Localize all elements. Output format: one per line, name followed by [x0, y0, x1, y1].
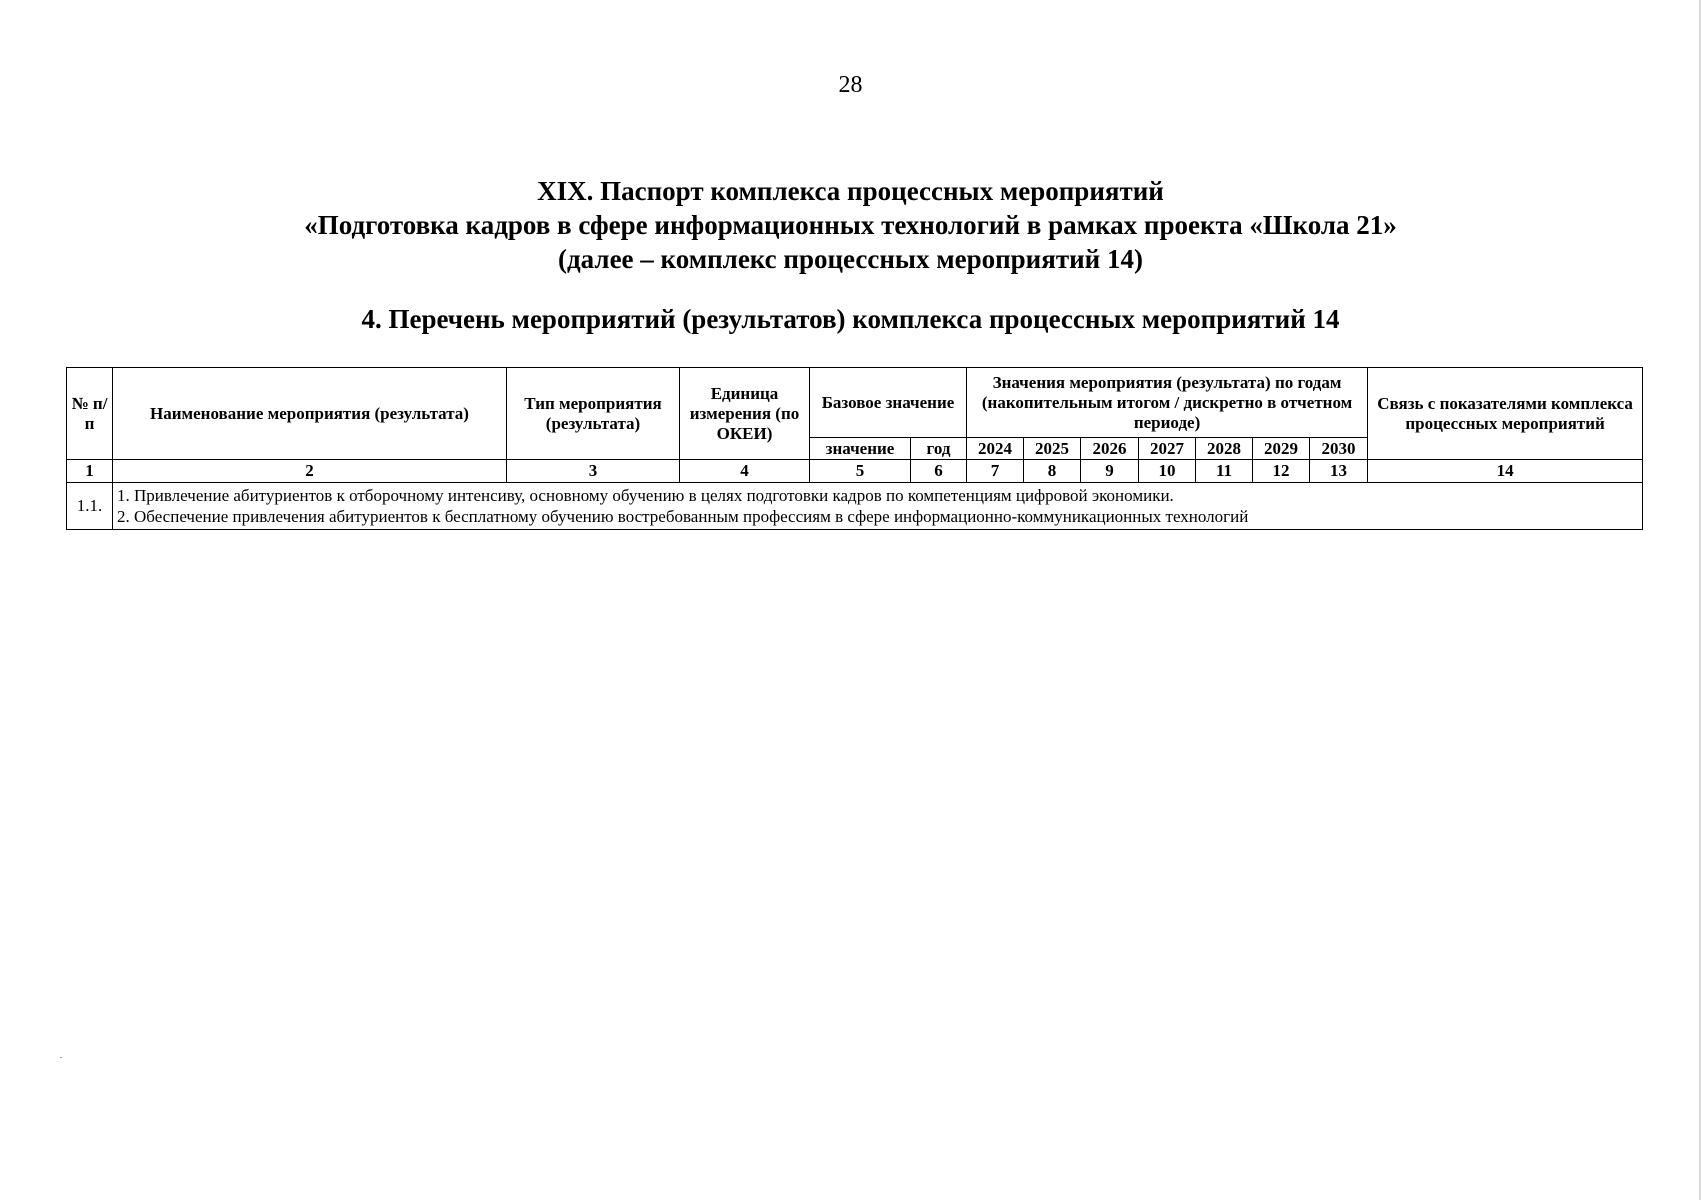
- header-base: Базовое значение: [810, 368, 967, 438]
- column-number: 2: [113, 460, 507, 483]
- title-line-1: XIX. Паспорт комплекса процессных мероприятий: [537, 176, 1164, 206]
- row-text-line-1: 1. Привлечение абитуриентов к отборочному интенсиву, основному обучению в целях подготовки кадров по компетенциям цифровой экономики.: [117, 486, 1174, 505]
- row-text: [113, 483, 1643, 530]
- header-year-2030: 2030: [1310, 438, 1368, 460]
- header-year-2024: 2024: [967, 438, 1024, 460]
- column-number: 10: [1139, 460, 1196, 483]
- column-number: 3: [507, 460, 680, 483]
- header-values: Значения мероприятия (результата) по годам (накопительным итогом / дискретно в отчетном периоде): [967, 368, 1368, 438]
- document-title: [0, 174, 1701, 276]
- header-link: Связь с показателями комплекса процессных мероприятий: [1368, 368, 1643, 460]
- title-line-2: «Подготовка кадров в сфере информационных технологий в рамках проекта «Школа 21»: [304, 210, 1397, 240]
- header-year-2027: 2027: [1139, 438, 1196, 460]
- column-number: 6: [911, 460, 967, 483]
- header-type: Тип мероприятия (результата): [507, 368, 680, 460]
- column-number: 13: [1310, 460, 1368, 483]
- header-unit: Единица измерения (по ОКЕИ): [680, 368, 810, 460]
- table-row: [67, 483, 1643, 530]
- header-year-2029: 2029: [1253, 438, 1310, 460]
- header-num: № п/п: [67, 368, 113, 460]
- header-base-value: значение: [810, 438, 911, 460]
- row-number: 1.1.: [67, 483, 113, 530]
- column-number: 9: [1081, 460, 1139, 483]
- title-line-3: (далее – комплекс процессных мероприятий 14): [558, 244, 1143, 274]
- column-number: 12: [1253, 460, 1310, 483]
- row-text-line-2: 2. Обеспечение привлечения абитуриентов к бесплатному обучению востребованным профессиям в сфере информационно-коммуникационных технологий: [117, 507, 1249, 526]
- column-number: 4: [680, 460, 810, 483]
- column-number-row: [67, 460, 1643, 483]
- header-year-2025: 2025: [1024, 438, 1081, 460]
- column-number: 1: [67, 460, 113, 483]
- header-name: Наименование мероприятия (результата): [113, 368, 507, 460]
- column-number: 7: [967, 460, 1024, 483]
- scan-mark: [60, 1057, 62, 1058]
- column-number: 5: [810, 460, 911, 483]
- header-year-2028: 2028: [1196, 438, 1253, 460]
- header-year-2026: 2026: [1081, 438, 1139, 460]
- events-table: [66, 367, 1643, 530]
- page-number: 28: [838, 72, 863, 98]
- column-number: 8: [1024, 460, 1081, 483]
- column-number: 14: [1368, 460, 1643, 483]
- column-number: 11: [1196, 460, 1253, 483]
- section-heading: 4. Перечень мероприятий (результатов) комплекса процессных мероприятий 14: [361, 304, 1340, 334]
- header-base-year: год: [911, 438, 967, 460]
